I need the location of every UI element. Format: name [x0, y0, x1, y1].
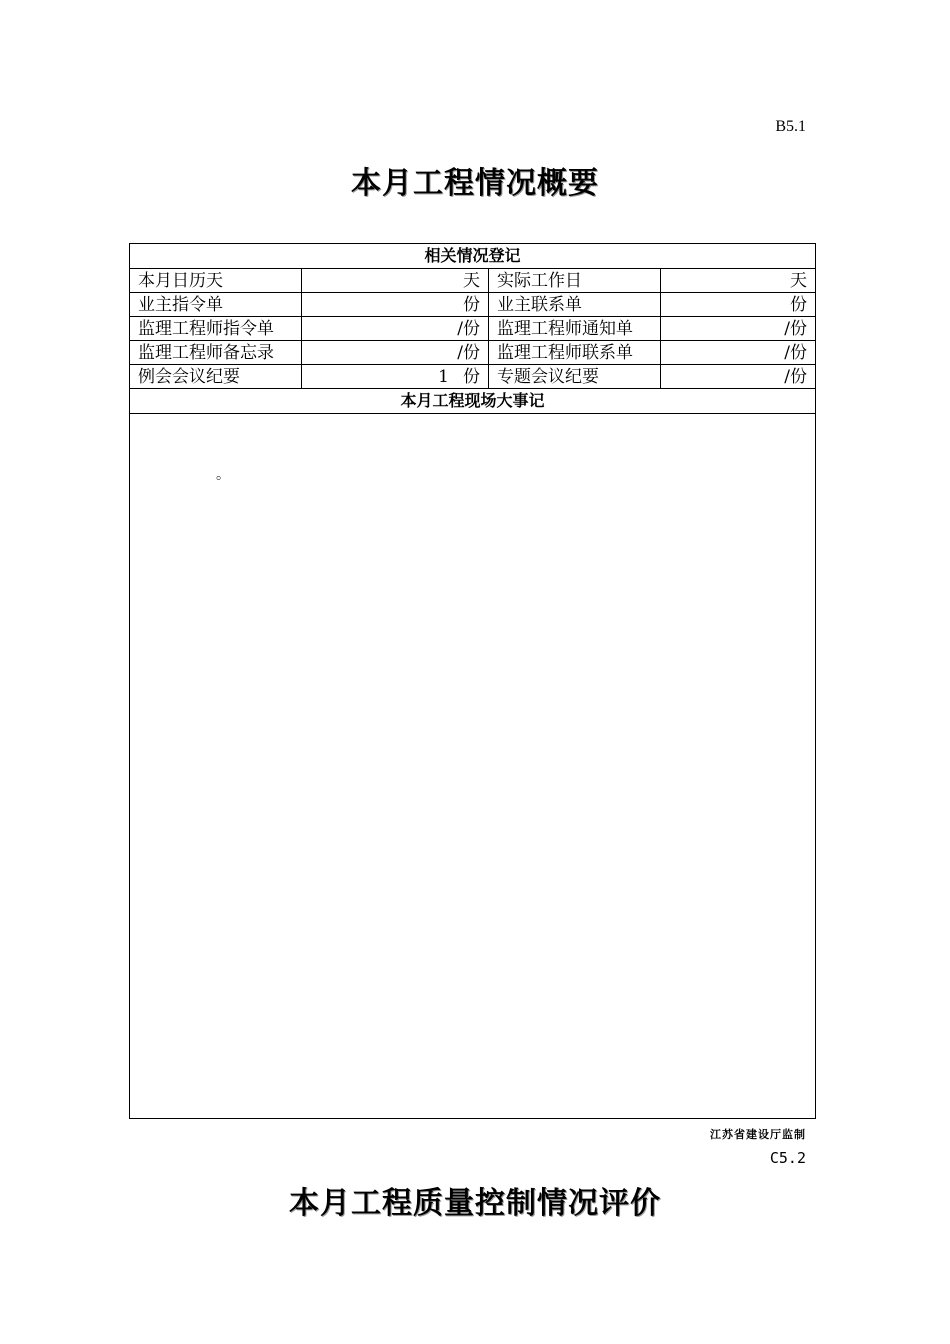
- issuer-note: 江苏省建设厅监制: [710, 1128, 806, 1141]
- form-code: B5.1: [775, 118, 806, 135]
- label-regular-meeting-minutes: 例会会议纪要: [130, 365, 302, 389]
- value-supervisor-instructions[interactable]: /份: [302, 317, 489, 341]
- value-owner-instructions[interactable]: 份: [302, 293, 489, 317]
- table-row: [130, 269, 816, 293]
- label-actual-workdays: 实际工作日: [489, 269, 661, 293]
- section-header-major-events: 本月工程现场大事记: [130, 389, 816, 414]
- next-page-title: 本月工程质量控制情况评价: [289, 1186, 661, 1221]
- page-title: 本月工程情况概要: [351, 166, 599, 201]
- label-supervisor-notices: 监理工程师通知单: [489, 317, 661, 341]
- section-header-registration: 相关情况登记: [130, 244, 816, 269]
- table-row: [130, 341, 816, 365]
- table-row: [130, 293, 816, 317]
- table-row: [130, 317, 816, 341]
- section-header-row: [130, 389, 816, 414]
- label-supervisor-contacts: 监理工程师联系单: [489, 341, 661, 365]
- value-regular-meeting-minutes[interactable]: [302, 365, 489, 389]
- section-header-row: [130, 244, 816, 269]
- value-owner-contacts[interactable]: 份: [661, 293, 816, 317]
- table-row: [130, 365, 816, 389]
- value-supervisor-notices[interactable]: /份: [661, 317, 816, 341]
- label-owner-contacts: 业主联系单: [489, 293, 661, 317]
- label-calendar-days: 本月日历天: [130, 269, 302, 293]
- value-calendar-days[interactable]: 天: [302, 269, 489, 293]
- label-special-meeting-minutes: 专题会议纪要: [489, 365, 661, 389]
- label-supervisor-memos: 监理工程师备忘录: [130, 341, 302, 365]
- label-supervisor-instructions: 监理工程师指令单: [130, 317, 302, 341]
- value-supervisor-contacts[interactable]: /份: [661, 341, 816, 365]
- meeting-minutes-count: 1: [438, 366, 449, 387]
- events-row: [130, 414, 816, 1119]
- summary-table: [129, 243, 816, 1119]
- meeting-minutes-unit: 份: [463, 366, 480, 387]
- major-events-area[interactable]: [130, 414, 816, 1119]
- value-special-meeting-minutes[interactable]: /份: [661, 365, 816, 389]
- label-owner-instructions: 业主指令单: [130, 293, 302, 317]
- value-supervisor-memos[interactable]: /份: [302, 341, 489, 365]
- value-actual-workdays[interactable]: 天: [661, 269, 816, 293]
- form-code-next: C5.2: [769, 1149, 806, 1167]
- events-content: 。: [216, 467, 230, 483]
